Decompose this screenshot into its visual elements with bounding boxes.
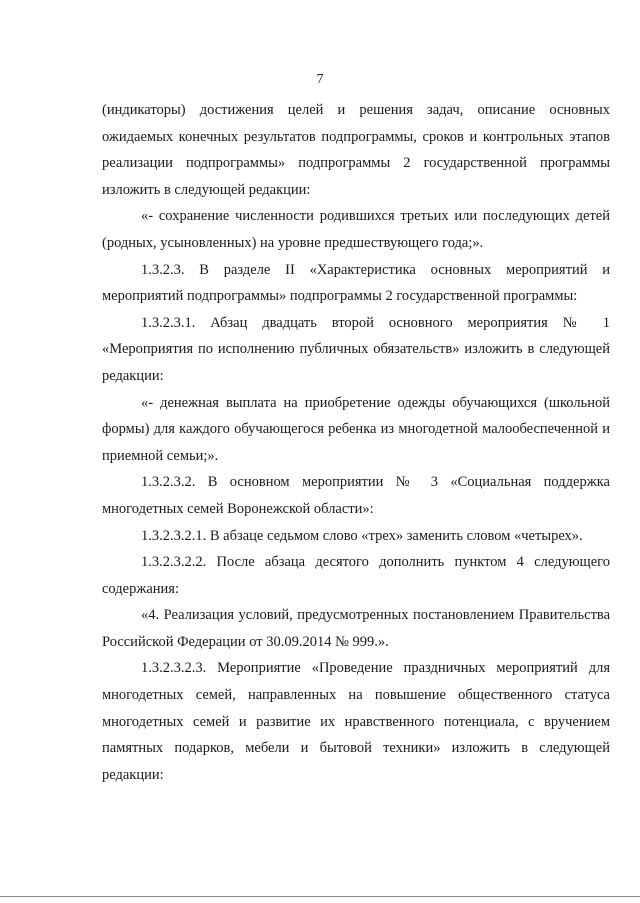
document-body: [102, 97, 610, 788]
paragraph-1-3-2-3-2-1: 1.3.2.3.2.1. В абзаце седьмом слово «трех» заменить словом «четырех».: [141, 527, 583, 544]
page-bottom-rule: [0, 896, 640, 897]
paragraph-1-3-2-3-1: 1.3.2.3.1. Абзац двадцать второй основного мероприятия № 1 «Мероприятия по исполнению публичных обязательств» изложить в следующей редакции:: [102, 314, 610, 384]
paragraph-1-3-2-3-2-3: 1.3.2.3.2.3. Мероприятие «Проведение праздничных мероприятий для многодетных семей, направленных на повышение общественного статуса многодетных семей и развитие их нравственного потенциала, с вручением памятных подарков, мебели и бытовой техники» изложить в следующей редакции:: [102, 660, 610, 783]
paragraph-1-3-2-3-2-2: 1.3.2.3.2.2. После абзаца десятого дополнить пунктом 4 следующего содержания:: [102, 554, 610, 597]
paragraph-quote-item-4: «4. Реализация условий, предусмотренных постановлением Правительства Российской Федерации от 30.09.2014 № 999.».: [102, 607, 610, 650]
paragraph-quote-children: «- сохранение численности родившихся третьих или последующих детей (родных, усыновленных) на уровне предшествующего года;».: [102, 208, 610, 251]
paragraph-1-3-2-3-2: 1.3.2.3.2. В основном мероприятии № 3 «Социальная поддержка многодетных семей Воронежской области»:: [102, 474, 610, 517]
paragraph-1-3-2-3: 1.3.2.3. В разделе II «Характеристика основных мероприятий и мероприятий подпрограммы» подпрограммы 2 государственной программы:: [102, 261, 610, 305]
paragraph-quote-clothing: «- денежная выплата на приобретение одежды обучающихся (школьной формы) для каждого обучающегося ребенка из многодетной малообеспеченной и приемной семьи;».: [102, 394, 610, 464]
page-number: 7: [316, 72, 324, 87]
paragraph-goals-continuation: (индикаторы) достижения целей и решения задач, описание основных ожидаемых конечных результатов подпрограммы, сроков и контрольных этапов реализации подпрограммы» подпрограммы 2 государственной программы изложить в следующей редакции:: [102, 102, 610, 198]
